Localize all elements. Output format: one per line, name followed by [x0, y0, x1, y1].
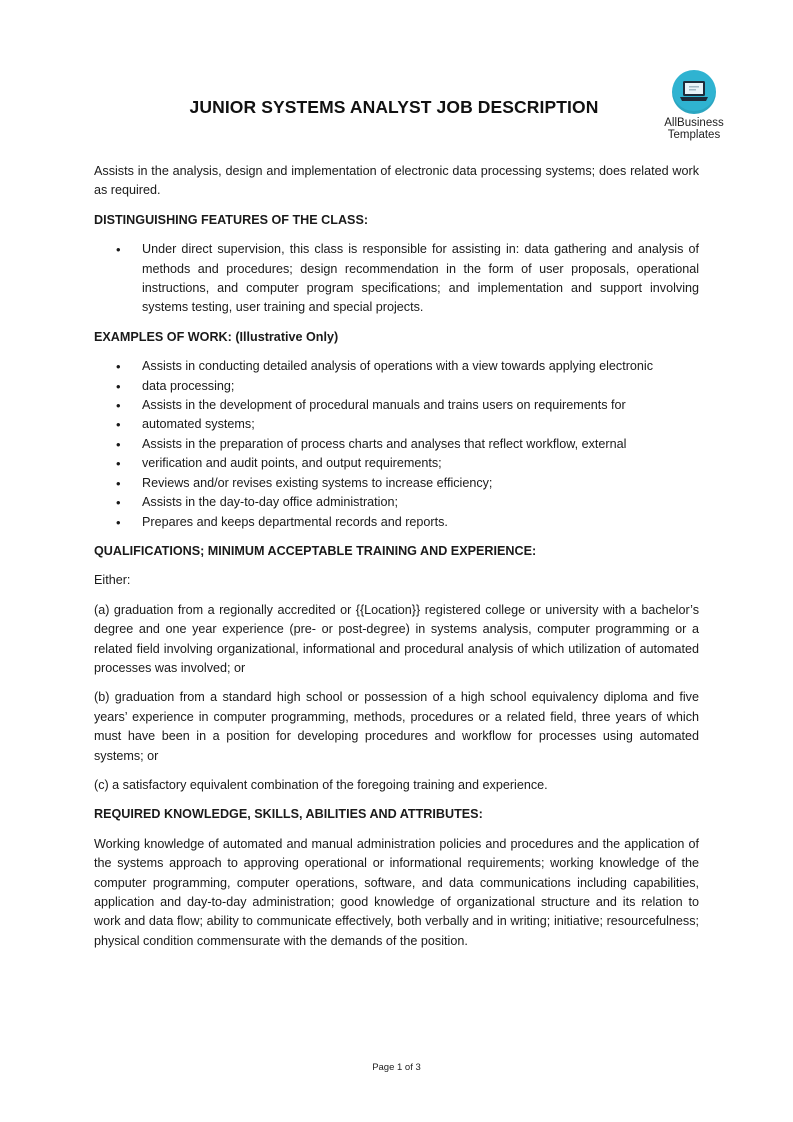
qualification-b: (b) graduation from a standard high school or possession of a high school equivalency diploma and five years’ experience in computer programming, methods, procedures or a related field, three years of which must have been in a position for developing procedures and workflow for processes using automated systems; or	[94, 690, 699, 763]
document-body	[94, 162, 699, 961]
list-item: • verification and audit points, and output requirements;	[94, 454, 699, 473]
intro-paragraph: Assists in the analysis, design and implementation of electronic data processing systems; does related work as required.	[94, 164, 699, 198]
list-item: • automated systems;	[94, 415, 699, 434]
qualification-a: (a) graduation from a regionally accredited or {{Location}} registered college or university with a bachelor’s degree and one year experience (pre- or post-degree) in systems analysis, computer programming or a related field involving organizational, informational and procedural analysis of which utilization of automated processes was involved; or	[94, 602, 699, 675]
list-item: • Assists in the development of procedural manuals and trains users on requirements for	[94, 396, 699, 415]
qualifications-heading: QUALIFICATIONS; MINIMUM ACCEPTABLE TRAINING AND EXPERIENCE:	[94, 543, 537, 558]
examples-list	[94, 357, 699, 532]
list-item: • Reviews and/or revises existing systems to increase efficiency;	[94, 474, 699, 493]
list-item: • Prepares and keeps departmental records and reports.	[94, 513, 699, 532]
page-number: Page 1 of 3	[372, 1062, 421, 1073]
knowledge-heading: REQUIRED KNOWLEDGE, SKILLS, ABILITIES AND ATTRIBUTES:	[94, 807, 483, 822]
examples-heading: EXAMPLES OF WORK: (Illustrative Only)	[94, 329, 339, 344]
qualifications-either: Either:	[94, 573, 131, 588]
list-item: • Assists in the preparation of process charts and analyses that reflect workflow, external	[94, 435, 699, 454]
logo-line-2: Templates	[667, 129, 721, 141]
list-item: • data processing;	[94, 377, 699, 396]
qualification-c: (c) a satisfactory equivalent combination of the foregoing training and experience.	[94, 777, 548, 792]
document-title: JUNIOR SYSTEMS ANALYST JOB DESCRIPTION	[189, 97, 599, 117]
list-item: • Assists in the day-to-day office administration;	[94, 493, 699, 512]
logo-line-1: AllBusiness	[664, 117, 724, 129]
list-item: • Assists in conducting detailed analysis of operations with a view towards applying electronic	[94, 357, 699, 376]
distinguishing-heading: DISTINGUISHING FEATURES OF THE CLASS:	[94, 212, 369, 227]
list-item: • Under direct supervision, this class is responsible for assisting in: data gathering and analysis of methods and procedures; design recommendation in the form of user proposals, operational instructions, and computer program specifications; and implementation and support involving systems testing, user training and special projects.	[94, 240, 699, 318]
distinguishing-list	[94, 240, 699, 318]
knowledge-paragraph: Working knowledge of automated and manual administration policies and procedures and the application of the systems approach to approving operational or informational requirements; working knowledge of the computer programming, computer operations, software, and data communications including capabilities, application and day-to-day administration; good knowledge of organizational structure and its relation to work and data flow; ability to communicate effectively, both verbally and in writing; initiative; resourcefulness; physical condition commensurate with the demands of the position.	[94, 836, 699, 948]
